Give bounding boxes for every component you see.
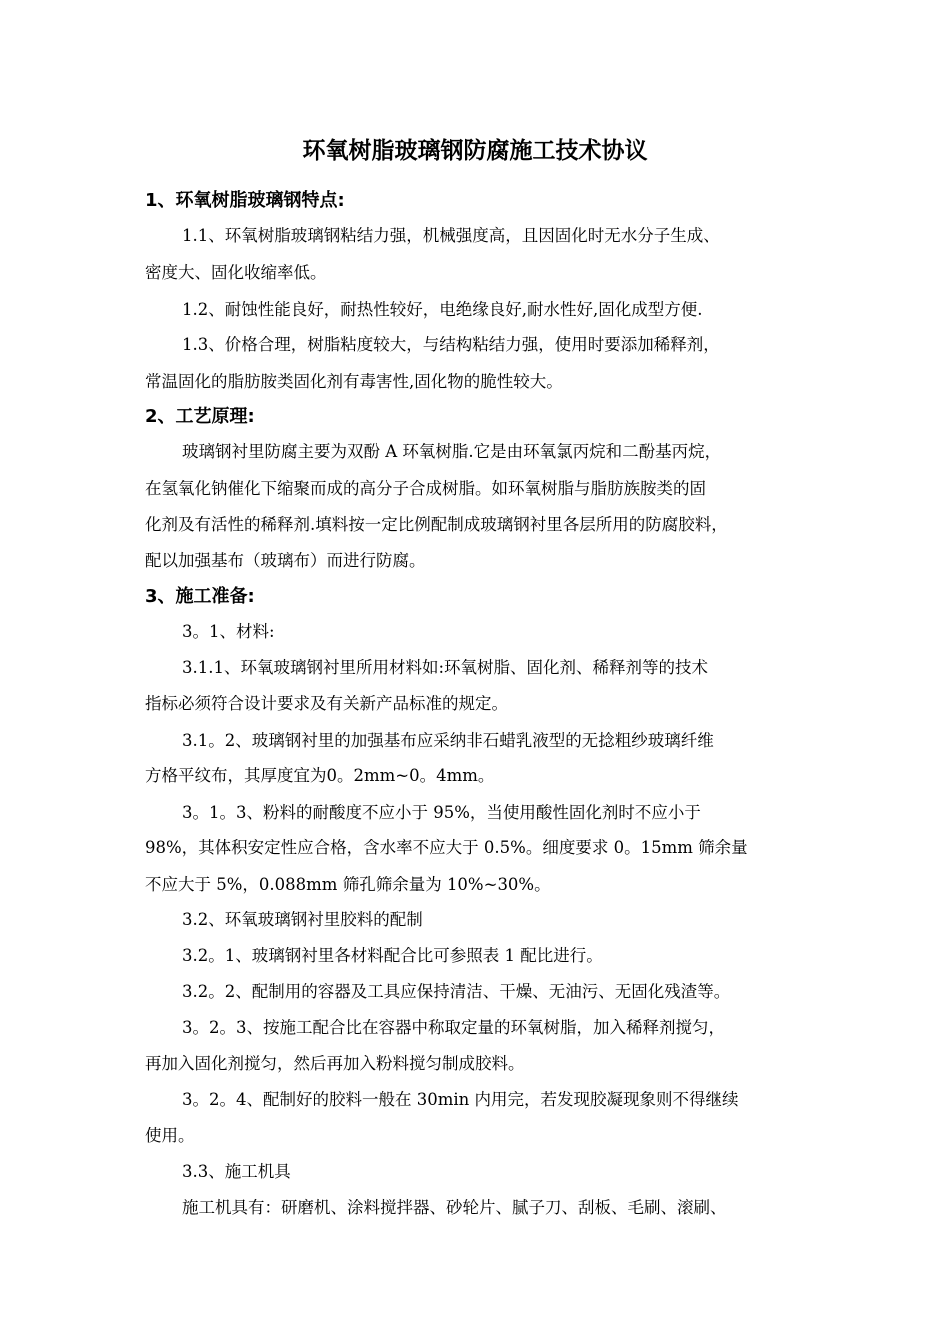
section-heading-3: 3、施工准备:	[145, 586, 255, 607]
paragraph-line: 玻璃钢衬里防腐主要为双酚 A 环氧树脂.它是由环氧氯丙烷和二酚基丙烷，	[182, 442, 722, 461]
paragraph-line: 不应大于 5%，0.088mm 筛孔筛余量为 10%~30%。	[145, 875, 551, 894]
paragraph-line: 98%，其体积安定性应合格，含水率不应大于 0.5%。细度要求 0。15mm 筛余量	[145, 838, 748, 857]
paragraph-line: 3。2。3、按施工配合比在容器中称取定量的环氧树脂，加入稀释剂搅匀，	[182, 1018, 725, 1037]
paragraph-line: 3.1。2、玻璃钢衬里的加强基布应采纳非石蜡乳液型的无捻粗纱玻璃纤维	[182, 731, 714, 750]
document-title: 环氧树脂玻璃钢防腐施工技术协议	[302, 138, 648, 164]
paragraph-line: 3。2。4、配制好的胶料一般在 30min 内用完，若发现胶凝现象则不得继续	[182, 1090, 739, 1109]
paragraph-line: 再加入固化剂搅匀，然后再加入粉料搅匀制成胶料。	[145, 1054, 525, 1073]
paragraph-line: 3.2。1、玻璃钢衬里各材料配合比可参照表 1 配比进行。	[182, 946, 603, 965]
paragraph-line: 方格平纹布，其厚度宜为0。2mm~0。4mm。	[145, 766, 495, 785]
paragraph-line: 施工机具有：研磨机、涂料搅拌器、砂轮片、腻子刀、刮板、毛刷、滚刷、	[182, 1198, 727, 1217]
subsection-heading: 3.2、环氧玻璃钢衬里胶料的配制	[182, 910, 423, 929]
paragraph-line: 1.3、价格合理，树脂粘度较大，与结构粘结力强，使用时要添加稀释剂，	[182, 335, 720, 354]
paragraph-line: 3.2。2、配制用的容器及工具应保持清洁、干燥、无油污、无固化残渣等。	[182, 982, 731, 1001]
paragraph-line: 3.1.1、环氧玻璃钢衬里所用材料如:环氧树脂、固化剂、稀释剂等的技术	[182, 658, 709, 677]
paragraph-line: 指标必须符合设计要求及有关新产品标准的规定。	[145, 694, 508, 713]
subsection-heading: 3。1、材料:	[182, 622, 275, 641]
paragraph-line: 密度大、固化收缩率低。	[145, 263, 327, 282]
paragraph-line: 化剂及有活性的稀释剂.填料按一定比例配制成玻璃钢衬里各层所用的防腐胶料，	[145, 515, 728, 534]
paragraph-line: 配以加强基布（玻璃布）而进行防腐。	[145, 551, 426, 570]
paragraph-line: 常温固化的脂肪胺类固化剂有毒害性,固化物的脆性较大。	[145, 372, 563, 391]
paragraph-line: 1.1、环氧树脂玻璃钢粘结力强，机械强度高，且因固化时无水分子生成、	[182, 226, 720, 245]
section-heading-1: 1、环氧树脂玻璃钢特点:	[145, 190, 345, 211]
paragraph-line: 在氢氧化钠催化下缩聚而成的高分子合成树脂。如环氧树脂与脂肪族胺类的固	[145, 479, 706, 498]
paragraph-line: 使用。	[145, 1126, 195, 1145]
paragraph-line: 3。1。3、粉料的耐酸度不应小于 95%，当使用酸性固化剂时不应小于	[182, 803, 701, 822]
paragraph-line: 1.2、耐蚀性能良好，耐热性较好，电绝缘良好,耐水性好,固化成型方便.	[182, 300, 703, 319]
subsection-heading: 3.3、施工机具	[182, 1162, 291, 1181]
section-heading-2: 2、工艺原理:	[145, 406, 255, 427]
